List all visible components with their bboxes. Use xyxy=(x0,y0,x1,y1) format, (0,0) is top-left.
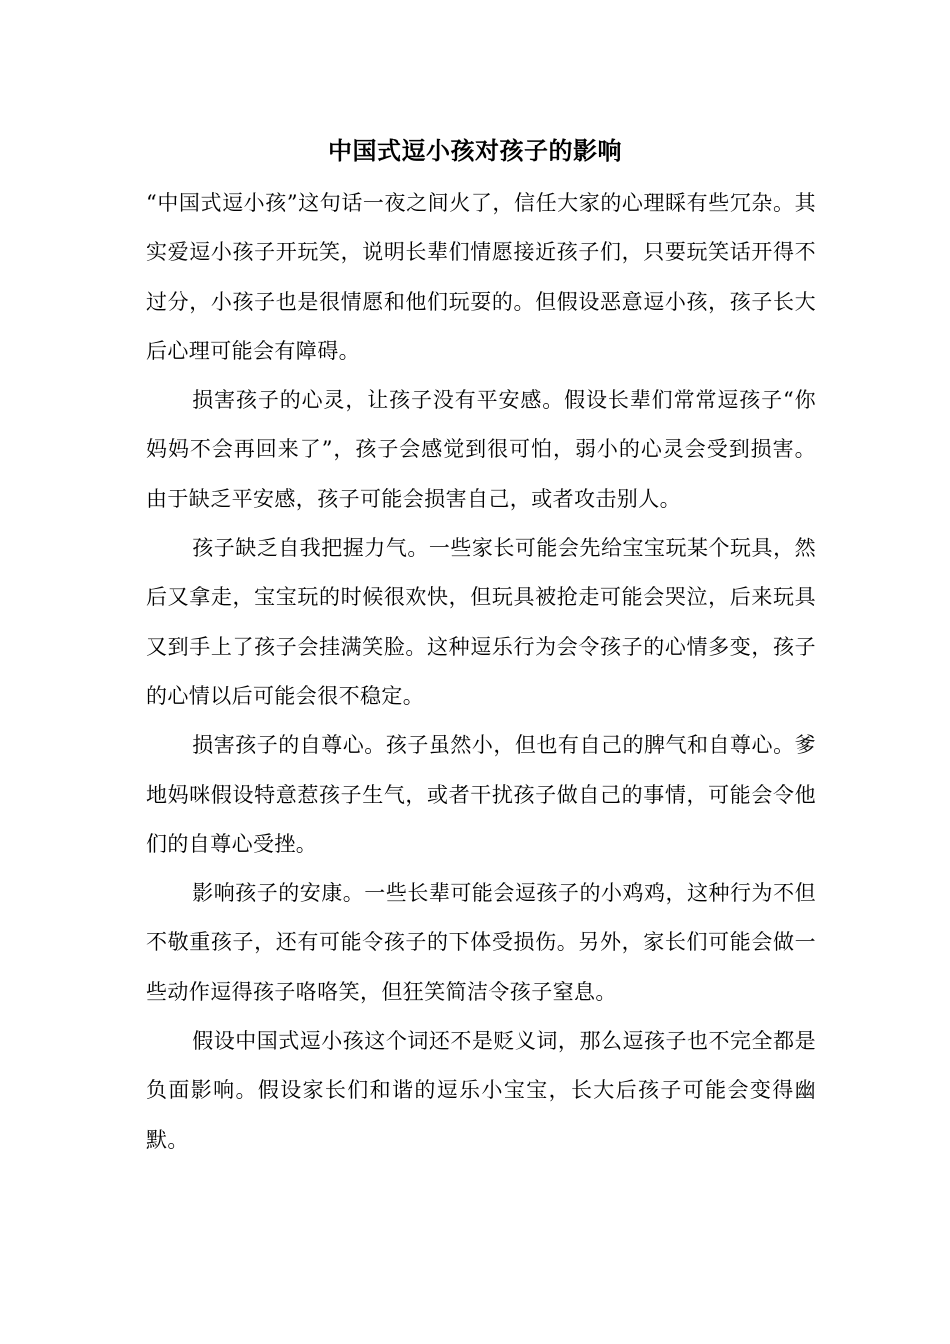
paragraph-self-esteem: 损害孩子的自尊心。孩子虽然小，但也有自己的脾气和自尊心。爹地妈咪假设特意惹孩子生气，或者干扰孩子做自己的事情，可能会令他们的自尊心受挫。 xyxy=(146,733,816,856)
paragraph-conclusion: 假设中国式逗小孩这个词还不是贬义词，那么逗孩子也不完全都是负面影响。假设家长们和谐的逗乐小宝宝，长大后孩子可能会变得幽默。 xyxy=(146,1029,816,1152)
paragraph-health: 影响孩子的安康。一些长辈可能会逗孩子的小鸡鸡，这种行为不但不敬重孩子，还有可能令孩子的下体受损伤。另外，家长们可能会做一些动作逗得孩子咯咯笑，但狂笑简洁令孩子窒息。 xyxy=(146,881,816,1004)
paragraph-self-control: 孩子缺乏自我把握力气。一些家长可能会先给宝宝玩某个玩具，然后又拿走，宝宝玩的时候很欢快，但玩具被抢走可能会哭泣，后来玩具又到手上了孩子会挂满笑脸。这种逗乐行为会令孩子的心情多变，孩子的心情以后可能会很不稳定。 xyxy=(146,536,816,708)
document-body xyxy=(146,179,816,1165)
paragraph-intro: “中国式逗小孩”这句话一夜之间火了，信任大家的心理睬有些冗杂。其实爱逗小孩子开玩笑，说明长辈们情愿接近孩子们，只要玩笑话开得不过分，小孩子也是很情愿和他们玩耍的。但假设恶意逗小孩，孩子长大后心理可能会有障碍。 xyxy=(146,191,816,363)
paragraph-security: 损害孩子的心灵，让孩子没有平安感。假设长辈们常常逗孩子“你妈妈不会再回来了”，孩子会感觉到很可怕，弱小的心灵会受到损害。由于缺乏平安感，孩子可能会损害自己，或者攻击别人。 xyxy=(146,388,816,511)
document-title: 中国式逗小孩对孩子的影响 xyxy=(328,136,622,165)
